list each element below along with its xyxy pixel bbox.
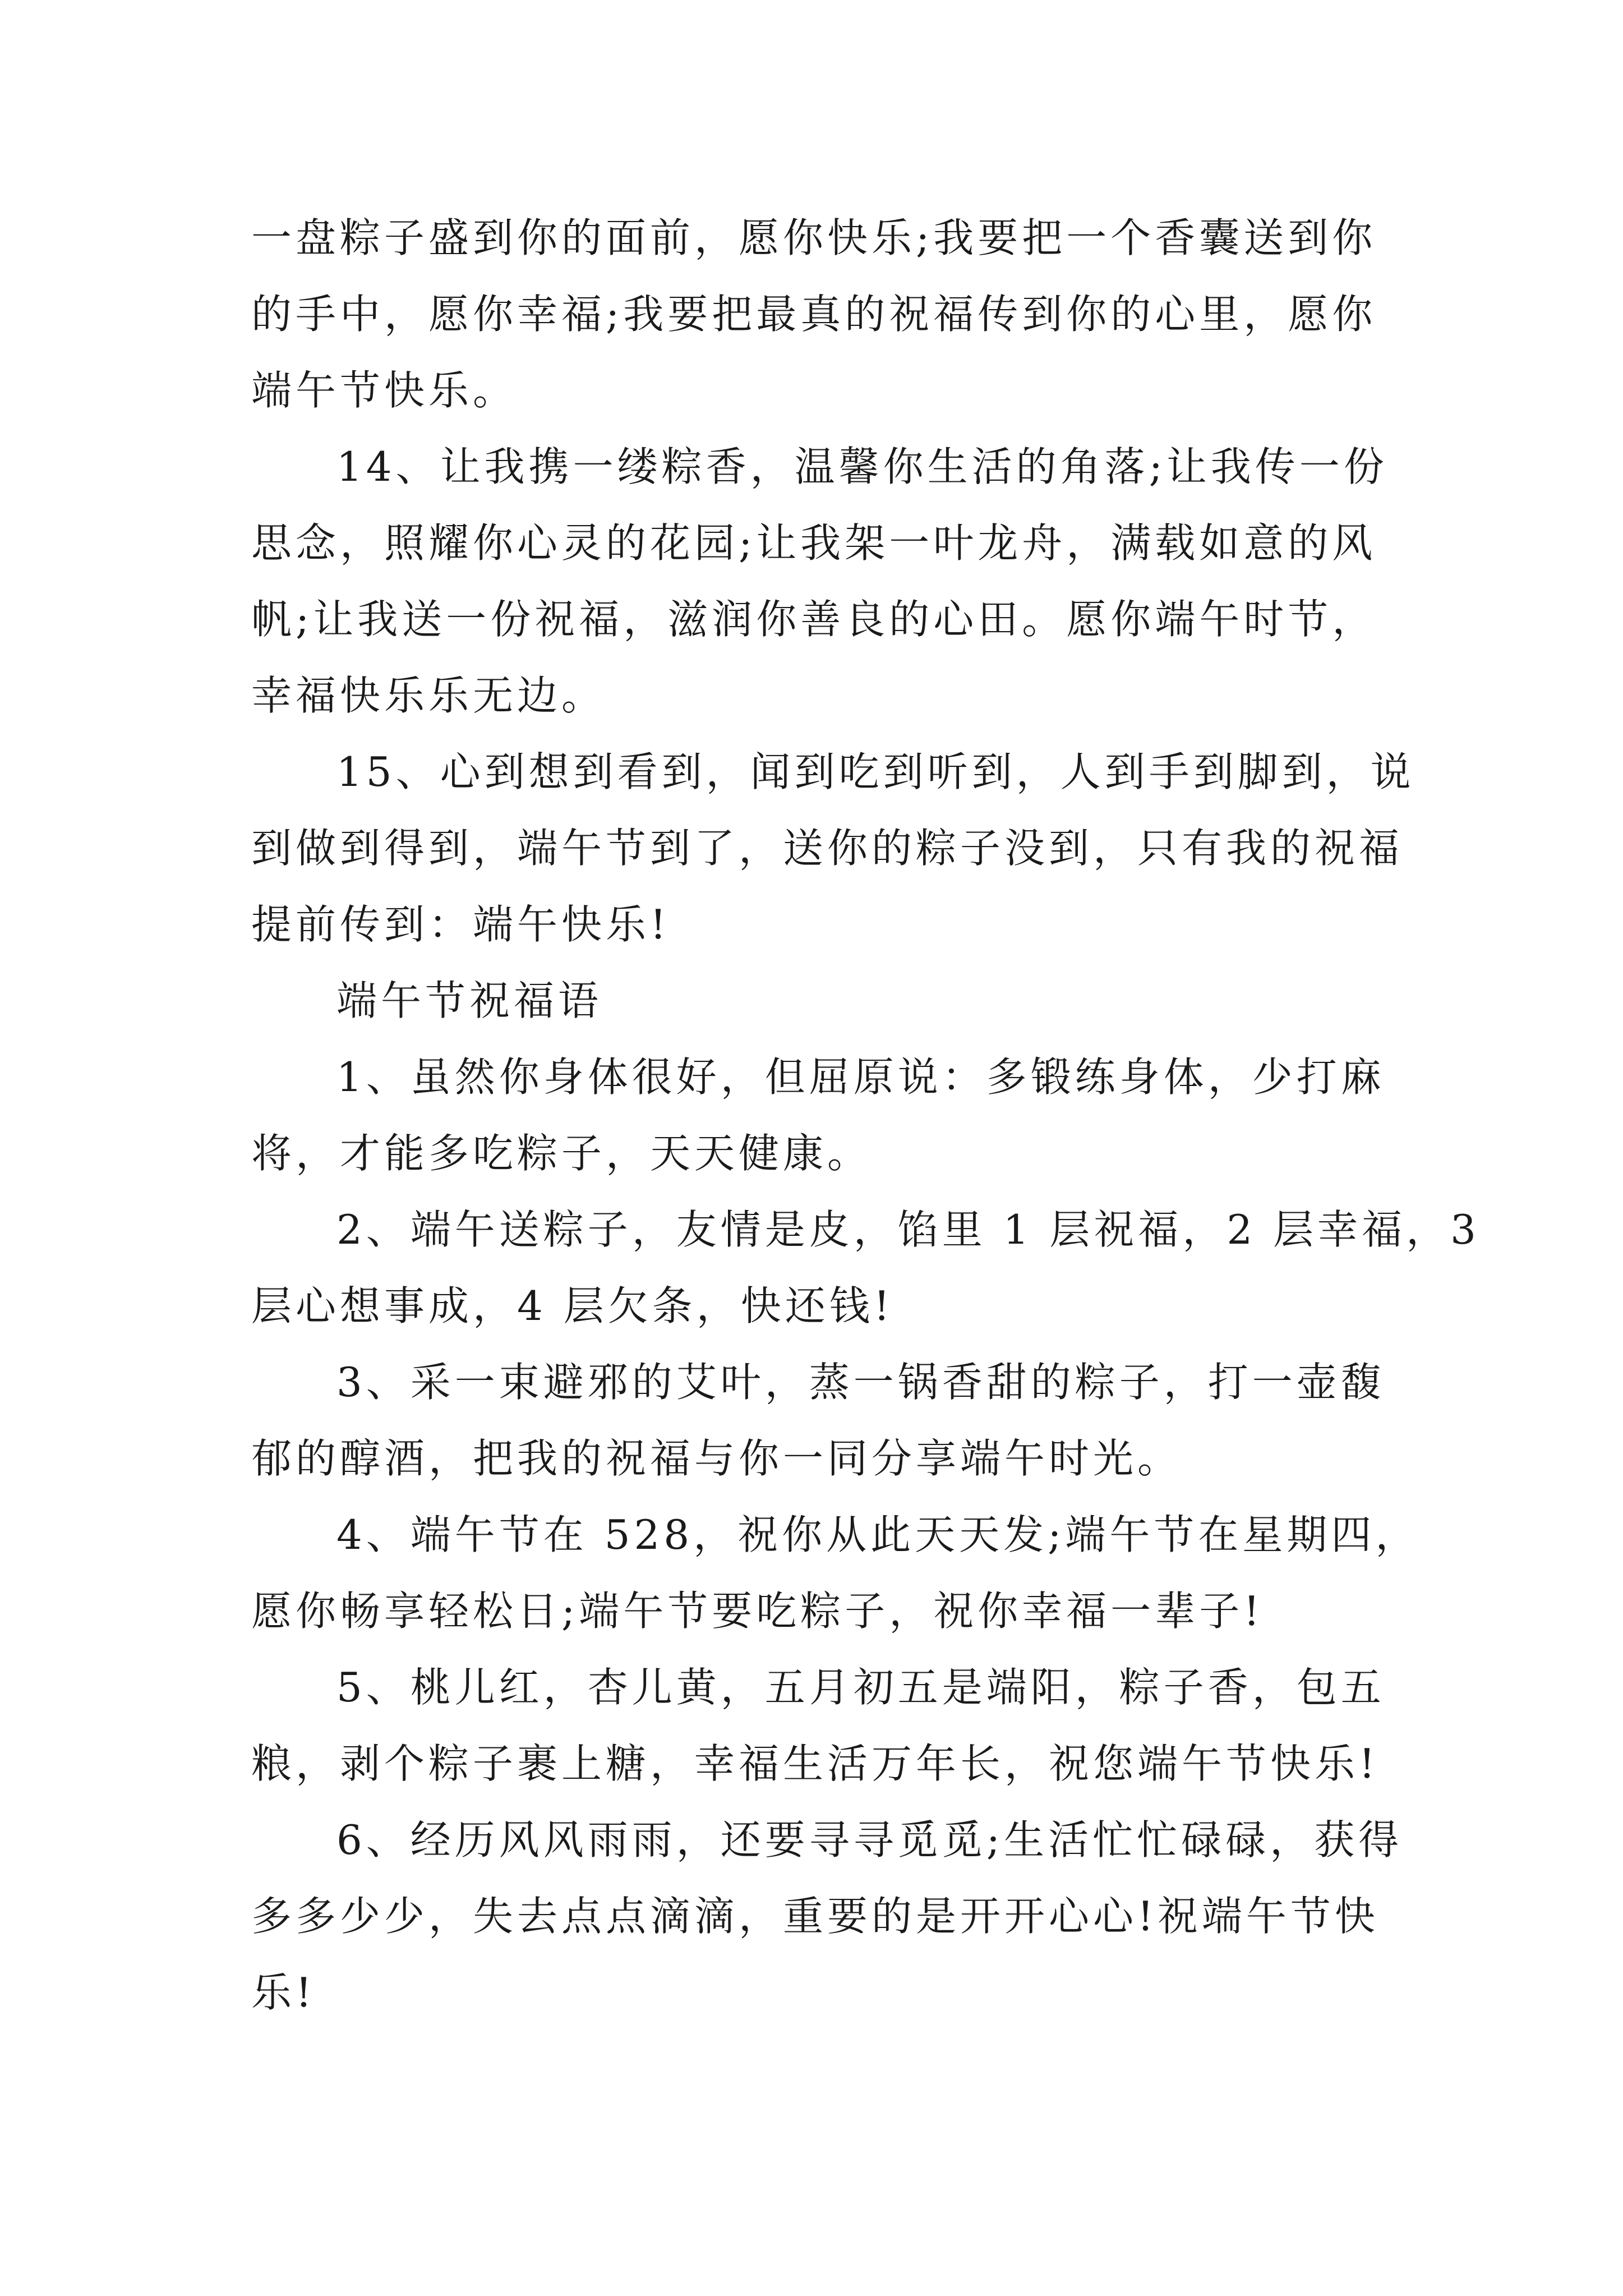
text-line: 3、采一束避邪的艾叶，蒸一锅香甜的粽子，打一壶馥 xyxy=(336,1359,1385,1406)
text-line: 粮，剥个粽子裹上糖，幸福生活万年长，祝您端午节快乐! xyxy=(251,1740,1379,1787)
text-line: 的手中，愿你幸福;我要把最真的祝福传到你的心里，愿你 xyxy=(251,291,1377,338)
text-line: 5、桃儿红，杏儿黄，五月初五是端阳，粽子香，包五 xyxy=(336,1664,1385,1711)
text-line: 层心想事成，4 层欠条，快还钱! xyxy=(251,1282,894,1329)
text-line: 14、让我携一缕粽香，温馨你生活的角落;让我传一份 xyxy=(336,443,1388,490)
text-line: 郁的醇酒，把我的祝福与你一同分享端午时光。 xyxy=(251,1435,1182,1482)
text-line: 到做到得到，端午节到了，送你的粽子没到，只有我的祝福 xyxy=(251,825,1404,872)
text-line: 乐! xyxy=(251,1969,316,2016)
text-line: 2、端午送粽子，友情是皮，馅里 1 层祝福，2 层幸福，3 xyxy=(336,1206,1480,1253)
text-line: 将，才能多吃粽子，天天健康。 xyxy=(251,1130,872,1177)
text-line: 提前传到：端午快乐! xyxy=(251,901,670,948)
text-line: 幸福快乐乐无边。 xyxy=(251,672,606,719)
text-line: 1、虽然你身体很好，但屈原说：多锻练身体，少打麻 xyxy=(336,1053,1385,1101)
section-heading: 端午节祝福语 xyxy=(336,977,603,1024)
text-line: 端午节快乐。 xyxy=(251,367,518,414)
text-line: 愿你畅享轻松日;端午节要吃粽子，祝你幸福一辈子! xyxy=(251,1588,1264,1635)
text-line: 6、经历风风雨雨，还要寻寻觅觅;生活忙忙碌碌，获得 xyxy=(336,1816,1403,1864)
text-line: 多多少少，失去点点滴滴，重要的是开开心心!祝端午节快 xyxy=(251,1893,1379,1940)
text-line: 15、心到想到看到，闻到吃到听到，人到手到脚到，说 xyxy=(336,748,1415,795)
text-line: 帆;让我送一份祝福，滋润你善良的心田。愿你端午时节， xyxy=(251,596,1377,643)
text-line: 一盘粽子盛到你的面前，愿你快乐;我要把一个香囊送到你 xyxy=(251,214,1377,261)
text-line: 思念，照耀你心灵的花园;让我架一叶龙舟，满载如意的风 xyxy=(251,519,1377,567)
text-line: 4、端午节在 528，祝你从此天天发;端午节在星期四， xyxy=(336,1511,1420,1558)
